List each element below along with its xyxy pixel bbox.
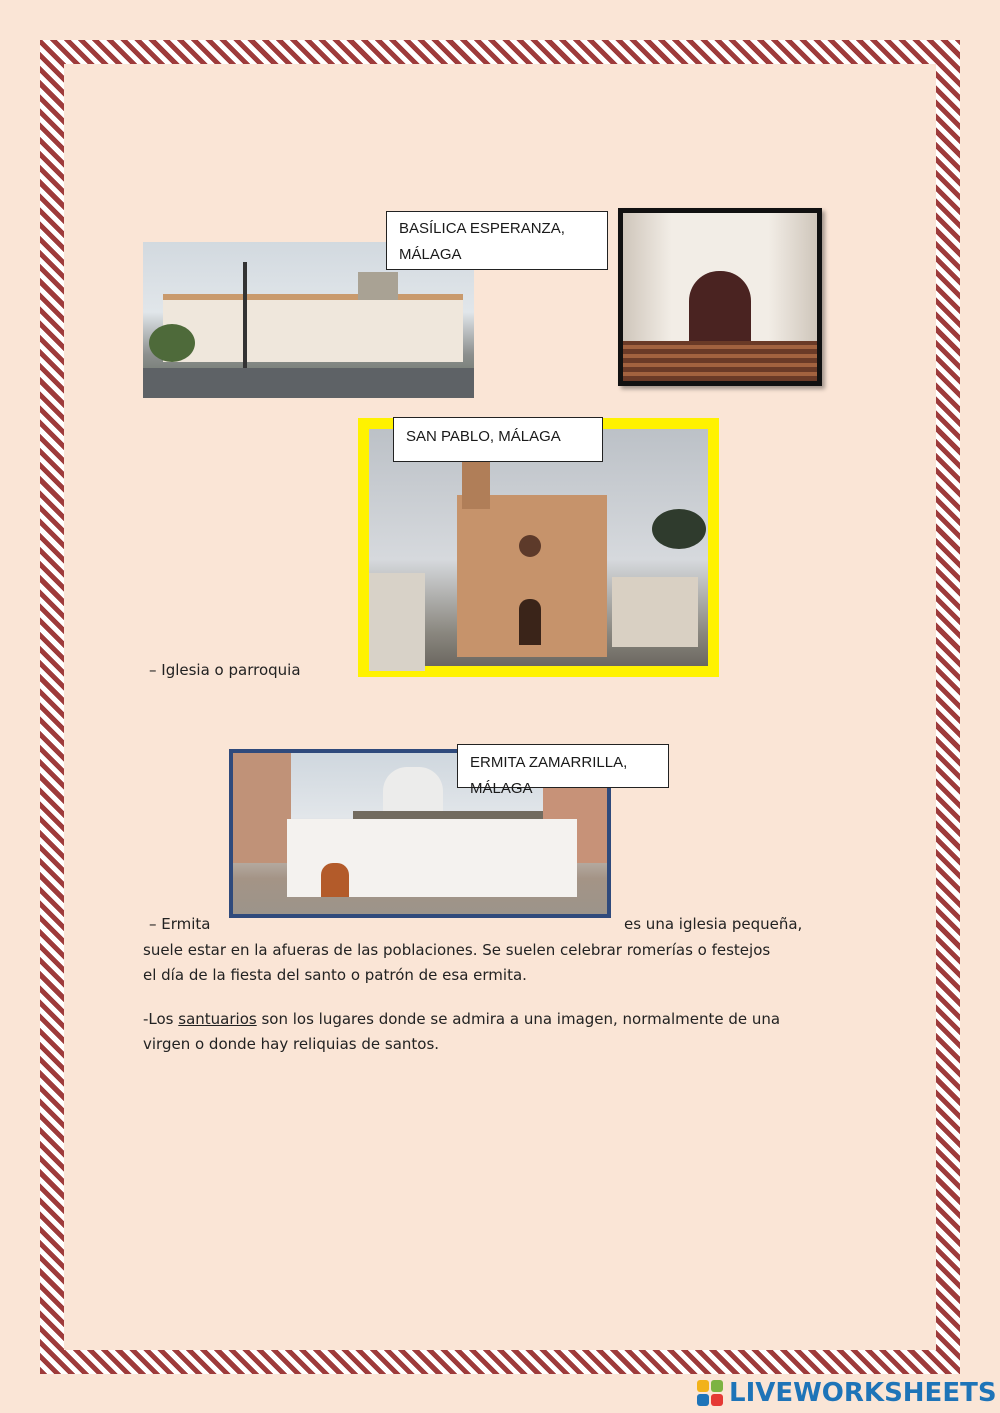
ermita-label: – Ermita <box>149 915 211 933</box>
caption-ermita <box>457 744 669 788</box>
liveworksheets-logo-icon <box>697 1380 723 1406</box>
belfry-shape <box>383 767 443 815</box>
iglesia-label: – Iglesia o parroquia <box>149 661 301 679</box>
church-door-shape <box>519 599 541 645</box>
ermita-definition-line: el día de la fiesta del santo o patrón de esa ermita. <box>143 966 527 984</box>
basilica-interior-photo <box>618 208 822 386</box>
caption-ermita-line2 <box>470 776 668 784</box>
logo-text: LIVEWORKSHEETS <box>729 1378 997 1408</box>
liveworksheets-logo[interactable] <box>697 1377 997 1409</box>
caption-basilica-line1: BASÍLICA ESPERANZA, <box>399 220 565 237</box>
bell-tower-shape <box>462 459 490 509</box>
tower-shape <box>358 272 398 300</box>
building-shape <box>163 294 463 362</box>
santuarios-prefix: -Los <box>143 1010 179 1028</box>
altar-shape <box>689 271 751 345</box>
tree-shape <box>149 324 195 362</box>
palm-tree-shape <box>652 509 706 549</box>
ermita-definition-line: suele estar en la afueras de las poblaciones. Se suelen celebrar romerías o festejos <box>143 941 771 959</box>
building-shape <box>233 753 291 863</box>
caption-basilica-line2: MÁLAGA <box>399 246 462 263</box>
building-shape <box>369 573 425 671</box>
road-shape <box>143 368 474 398</box>
caption-san-pablo <box>393 417 603 462</box>
santuarios-rest: son los lugares donde se admira a una imagen, normalmente de una <box>256 1010 781 1028</box>
santuarios-line: virgen o donde hay reliquias de santos. <box>143 1035 440 1053</box>
caption-ermita-line1: ERMITA ZAMARRILLA, <box>470 754 628 771</box>
building-shape <box>612 577 698 647</box>
pews-shape <box>623 341 817 381</box>
ermita-definition-start: es una iglesia pequeña, <box>624 915 803 933</box>
chapel-door-shape <box>321 863 349 897</box>
lamppost-shape <box>243 262 247 377</box>
rose-window-shape <box>519 535 541 557</box>
santuarios-paragraph <box>143 1010 780 1028</box>
caption-san-pablo-text: SAN PABLO, MÁLAGA <box>406 428 561 445</box>
caption-basilica <box>386 211 608 270</box>
santuarios-term: santuarios <box>178 1010 257 1028</box>
